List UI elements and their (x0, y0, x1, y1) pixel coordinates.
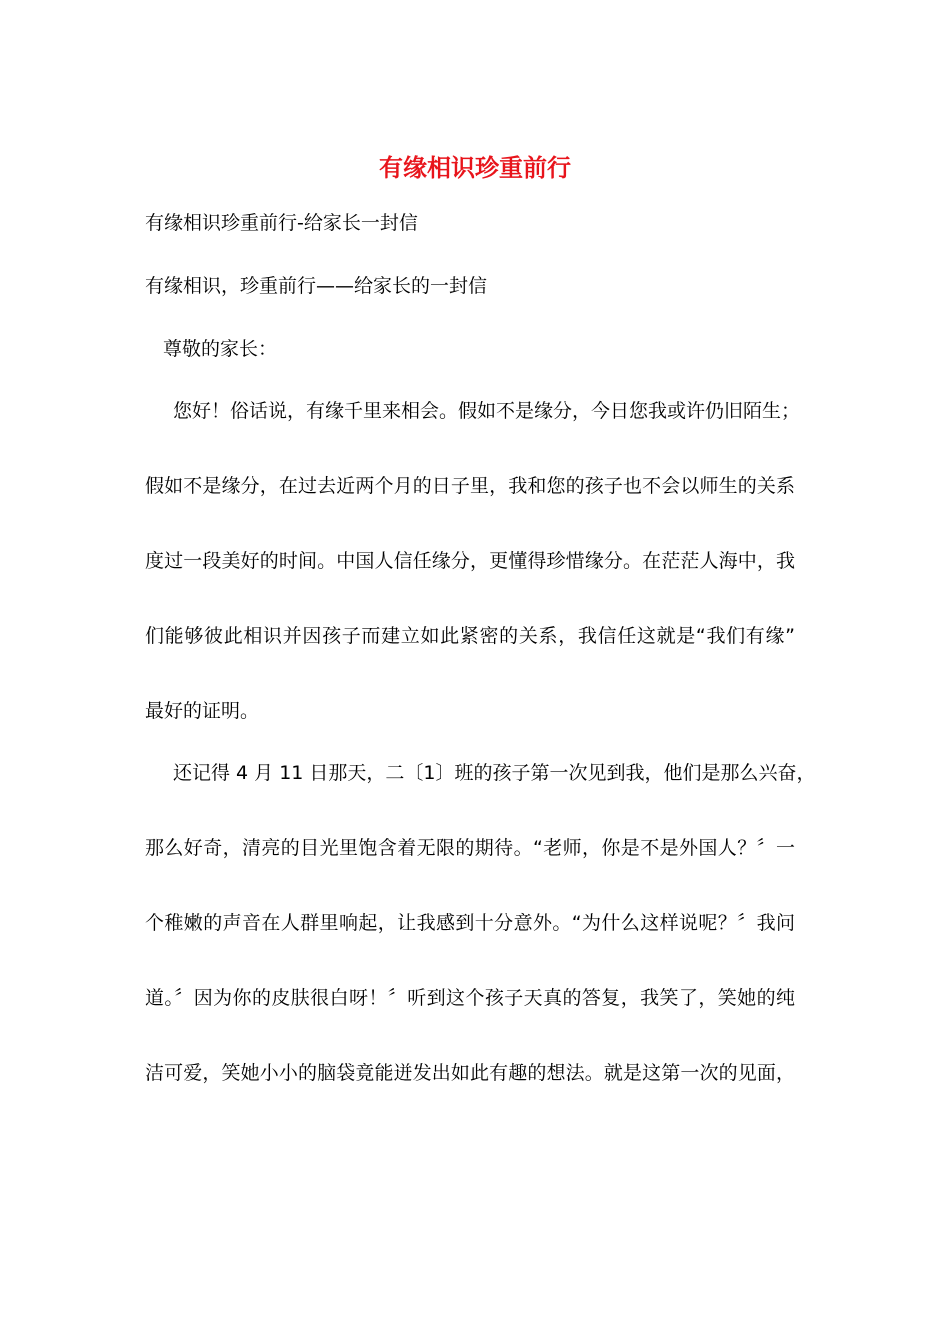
paragraph-1-line: 假如不是缘分，在过去近两个月的日子里，我和您的孩子也不会以师生的关系 (145, 475, 795, 497)
paragraph-1-line: 最好的证明。 (145, 700, 260, 722)
paragraph-1-line: 度过一段美好的时间。中国人信任缘分，更懂得珍惜缘分。在茫茫人海中，我 (145, 550, 795, 572)
paragraph-2-line: 那么好奇，清亮的目光里饱含着无限的期待。“老师，你是不是外国人？〞一 (145, 837, 795, 859)
paragraph-1-line: 您好！俗话说，有缘千里来相会。假如不是缘分，今日您我或许仍旧陌生； (173, 400, 801, 422)
paragraph-1-line: 们能够彼此相识并因孩子而建立如此紧密的关系，我信任这就是“我们有缘” (145, 625, 795, 647)
paragraph-2-line: 道。〞因为你的皮肤很白呀！〞听到这个孩子天真的答复，我笑了，笑她的纯 (145, 987, 795, 1009)
paragraph-2-line: 还记得 4 月 11 日那天，二〔1〕班的孩子第一次见到我，他们是那么兴奋， (173, 762, 816, 784)
salutation: 尊敬的家长： (163, 338, 278, 360)
subtitle-line-1: 有缘相识珍重前行-给家长一封信 (145, 212, 418, 234)
paragraph-2-line: 个稚嫩的声音在人群里响起，让我感到十分意外。“为什么这样说呢？〞我问 (145, 912, 795, 934)
paragraph-2-line: 洁可爱，笑她小小的脑袋竟能迸发出如此有趣的想法。就是这第一次的见面， (145, 1062, 795, 1084)
document-title: 有缘相识珍重前行 (379, 154, 571, 182)
subtitle-line-2: 有缘相识，珍重前行——给家长的一封信 (145, 275, 488, 297)
